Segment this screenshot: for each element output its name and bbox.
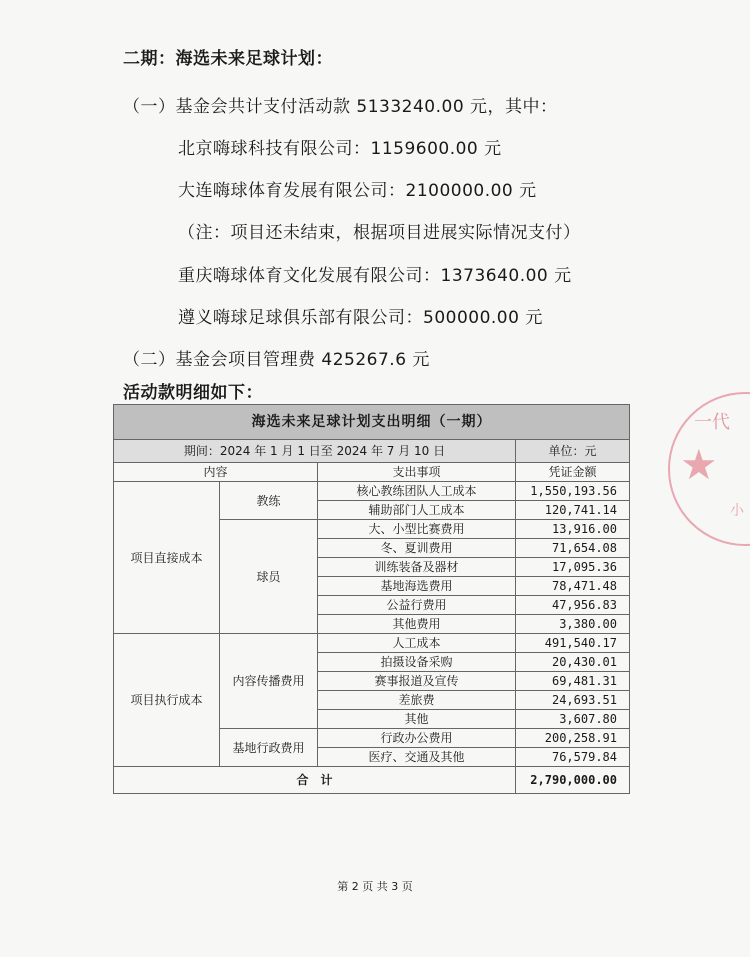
row-amount: 20,430.01 [516,653,630,672]
row-item: 其他 [318,710,516,729]
total-amount: 2,790,000.00 [516,767,630,794]
row-amount: 13,916.00 [516,520,630,539]
row-item: 拍摄设备采购 [318,653,516,672]
row-item: 行政办公费用 [318,729,516,748]
header-item: 支出事项 [318,463,516,482]
row-item: 核心教练团队人工成本 [318,482,516,501]
star-icon: ★ [680,440,718,489]
row-item: 公益行费用 [318,596,516,615]
table-unit: 单位：元 [516,440,630,463]
row-item: 医疗、交通及其他 [318,748,516,767]
company-line-chongqing: 重庆嗨球体育文化发展有限公司：1373640.00 元 [178,266,572,286]
company-line-dalian: 大连嗨球体育发展有限公司：2100000.00 元 [178,181,537,201]
row-amount: 24,693.51 [516,691,630,710]
row-amount: 78,471.48 [516,577,630,596]
subgroup-player: 球员 [220,520,318,634]
row-item: 赛事报道及宣传 [318,672,516,691]
row-item: 辅助部门人工成本 [318,501,516,520]
subgroup-media: 内容传播费用 [220,634,318,729]
company-line-beijing: 北京嗨球科技有限公司：1159600.00 元 [178,139,502,159]
row-amount: 71,654.08 [516,539,630,558]
subgroup-coach: 教练 [220,482,318,520]
row-amount: 3,380.00 [516,615,630,634]
row-item: 基地海选费用 [318,577,516,596]
row-item: 大、小型比赛费用 [318,520,516,539]
row-amount: 69,481.31 [516,672,630,691]
row-amount: 1,550,193.56 [516,482,630,501]
row-amount: 17,095.36 [516,558,630,577]
payment-summary: （一）基金会共计支付活动款 5133240.00 元，其中： [123,97,558,117]
company-line-zunyi: 遵义嗨球足球俱乐部有限公司：500000.00 元 [178,308,543,328]
subgroup-admin: 基地行政费用 [220,729,318,767]
total-label: 合 计 [114,767,516,794]
header-content: 内容 [114,463,318,482]
group-exec-cost: 项目执行成本 [114,634,220,767]
row-amount: 76,579.84 [516,748,630,767]
row-amount: 120,741.14 [516,501,630,520]
row-item: 差旅费 [318,691,516,710]
row-amount: 3,607.80 [516,710,630,729]
expense-detail-table [113,404,630,794]
row-item: 冬、夏训费用 [318,539,516,558]
management-fee: （二）基金会项目管理费 425267.6 元 [123,350,430,370]
row-item: 人工成本 [318,634,516,653]
table-title: 海选未来足球计划支出明细（一期） [114,405,630,440]
table-period: 期间：2024 年 1 月 1 日至 2024 年 7 月 10 日 [114,440,516,463]
company-note: （注：项目还未结束，根据项目进展实际情况支付） [178,223,581,243]
row-item: 其他费用 [318,615,516,634]
section-heading: 二期：海选未来足球计划： [123,49,333,69]
page-number: 第 2 页 共 3 页 [337,880,413,893]
stamp-text-2: 小 [730,503,744,519]
detail-intro: 活动款明细如下： [123,383,263,403]
row-amount: 47,956.83 [516,596,630,615]
header-amount: 凭证金额 [516,463,630,482]
stamp-text: 一代 [694,412,730,433]
row-amount: 200,258.91 [516,729,630,748]
row-amount: 491,540.17 [516,634,630,653]
row-item: 训练装备及器材 [318,558,516,577]
group-direct-cost: 项目直接成本 [114,482,220,634]
